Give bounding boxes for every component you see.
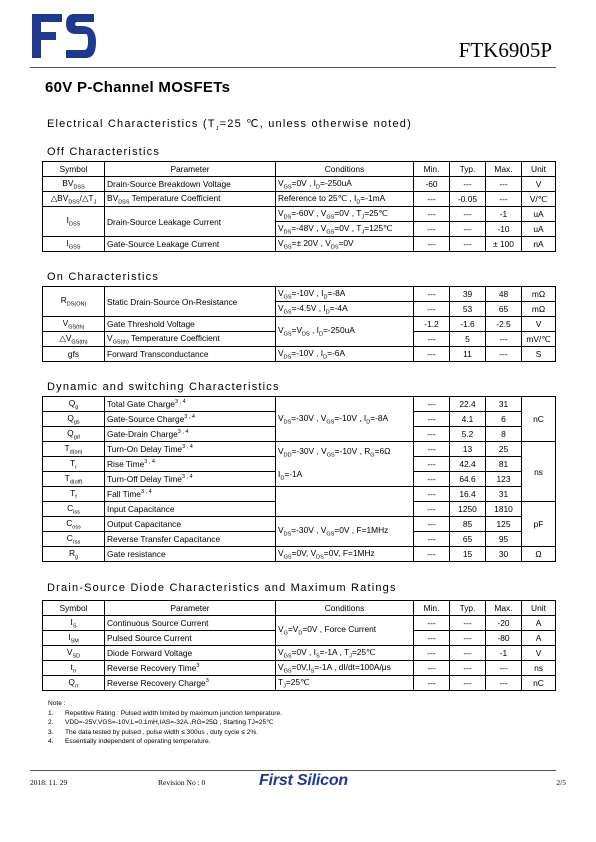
off-characteristics-table: [42, 161, 556, 252]
part-number: FTK6905P: [458, 38, 552, 62]
table-row: $I_S$ Continuous Source Current $V_G=V_D=0V$ , Force Current --- --- -20 A: [43, 616, 556, 631]
table-row: $C_{iss}$ Input Capacitance --- 1250 1810 pF: [43, 502, 556, 517]
table-row: $R_{DS(ON)}$ Static Drain-Source On-Resistance $V_{GS}=-10V$ , $I_D=-8A$ --- 39 48 mΩ: [43, 287, 556, 302]
note-item: 1. Repetitive Rating : Pulsed width limited by maximum junction temperature.: [48, 709, 282, 717]
table-row: $t_{rr}$ Reverse Recovery Time$^3$ $V_{GS}=0V,I_S=-1A$ , dI/dt=100A/μs --- --- --- ns: [43, 661, 556, 676]
first-silicon-logo: First Silicon: [259, 772, 348, 789]
footer-date: 2018. 11. 29: [30, 778, 68, 787]
table-row: $Q_{gd}$ Gate-Drain Charge$^{3 , 4}$ --- 5.2 8: [43, 427, 556, 442]
table-header-row: Symbol Parameter Conditions Min. Typ. Max. Unit: [43, 162, 556, 177]
table-row: $V_{SD}$ Diode Forward Voltage $V_{GS}=0V$ , $I_S=-1A$ , $T_J=25℃$ --- --- -1 V: [43, 646, 556, 661]
table-row: $C_{rss}$ Reverse Transfer Capacitance --- 65 95: [43, 532, 556, 547]
footer-rule: [30, 770, 556, 771]
table-row: $\triangle BV_{DSS}/\triangle T_J$ $BV_{DSS}$ Temperature Coefficient Reference to 25℃ , $I_D=-1mA$ --- -0.05 --- V/℃: [43, 192, 556, 207]
footer-revision: Revision No : 0: [158, 778, 206, 787]
section-off-title: Off Characteristics: [47, 146, 161, 158]
section-dynamic-title: Dynamic and switching Characteristics: [47, 381, 280, 393]
diode-characteristics-table: [42, 600, 556, 691]
table-row: $Q_g$ Total Gate Charge$^{3 , 4}$ $V_{DS}=-30V$ , $V_{GS}=-10V$ , $I_D=-8A$ --- 22.4 31 nC: [43, 397, 556, 412]
electrical-heading: Electrical Characteristics ($T_J=25$ ℃, unless otherwise noted): [47, 118, 412, 133]
table-row: $I_{SM}$ Pulsed Source Current --- --- -80 A: [43, 631, 556, 646]
table-row: gfs Forward Transconductance $V_{DS}=-10V$ , $I_D=-6A$ --- 11 --- S: [43, 347, 556, 362]
table-header-row: Symbol Parameter Conditions Min. Typ. Max. Unit: [43, 601, 556, 616]
note-item: 2. VDD=-25V,VGS=-10V,L=0.1mH,IAS=-32A.,RG=25Ω , Starting TJ=25℃: [48, 719, 274, 727]
table-row: $I_{DSS}$ Drain-Source Leakage Current $V_{DS}=-60V$ , $V_{GS}=0V$ , $T_J=25℃$ --- --- -1 uA: [43, 207, 556, 222]
table-row: $T_{d(off)}$ Turn-Off Delay Time$^{3 , 4}$ --- 64.6 123: [43, 472, 556, 487]
notes: [48, 699, 282, 747]
table-row: $BV_{DSS}$ Drain-Source Breakdown Voltage $V_{GS}=0V$ , $I_D=-250uA$ -60 --- --- V: [43, 177, 556, 192]
notes-title: Note :: [48, 700, 66, 707]
table-row: $V_{GS}=-4.5V$ , $I_D=-4A$ --- 53 65 mΩ: [43, 302, 556, 317]
note-item: 4. Essentially independent of operating temperature.: [48, 738, 211, 746]
dynamic-characteristics-table: [42, 396, 556, 562]
note-item: 3. The data tested by pulsed , pulse width ≤ 300us , duty cycle ≤ 2%.: [48, 728, 259, 736]
header-rule: [30, 67, 556, 68]
table-row: $T_f$ Fall Time$^{3 , 4}$ --- 16.4 31: [43, 487, 556, 502]
page-title: 60V P-Channel MOSFETs: [45, 79, 231, 96]
table-row: $Q_{rr}$ Reverse Recovery Charge$^3$ $T_J=25℃$ --- --- --- nC: [43, 676, 556, 691]
table-row: $T_{d(on)}$ Turn-On Delay Time$^{3 , 4}$ $V_{DD}=-30V$ , $V_{GS}=-10V$ , $R_G=6\Omega$ $I_D=-1A$ --- 13 25 ns: [43, 442, 556, 457]
table-row: $C_{oss}$ Output Capacitance $V_{DS}=-30V$ , $V_{GS}=0V$ , F=1MHz --- 85 125: [43, 517, 556, 532]
on-characteristics-table: [42, 286, 556, 362]
table-row: $I_{GSS}$ Gate-Source Leakage Current $V_{GS}=\pm 20V$ , $V_{DS}=0V$ --- --- ± 100 nA: [43, 237, 556, 252]
section-diode-title: Drain-Source Diode Characteristics and Maximum Ratings: [47, 582, 397, 594]
fs-logo: [30, 12, 98, 60]
table-row: $V_{GS(th)}$ Gate Threshold Voltage $V_{GS}=V_{DS}$ , $I_D=-250uA$ -1.2 -1.6 -2.5 V: [43, 317, 556, 332]
table-row: $\triangle V_{GS(th)}$ $V_{GS(th)}$ Temperature Coefficient --- 5 --- mV/℃: [43, 332, 556, 347]
footer-page-number: 2/5: [556, 778, 566, 787]
table-row: $Q_{gs}$ Gate-Source Charge$^{3 , 4}$ --- 4.1 6: [43, 412, 556, 427]
table-row: $R_g$ Gate resistance $V_{GS}=0V$, $V_{DS}=0V$, F=1MHz --- 15 30 Ω: [43, 547, 556, 562]
table-row: $V_{DS}=-48V$ , $V_{GS}=0V$ , $T_J=125℃$ --- --- -10 uA: [43, 222, 556, 237]
section-on-title: On Characteristics: [47, 271, 160, 283]
table-row: $T_r$ Rise Time$^{3 , 4}$ --- 42.4 81: [43, 457, 556, 472]
